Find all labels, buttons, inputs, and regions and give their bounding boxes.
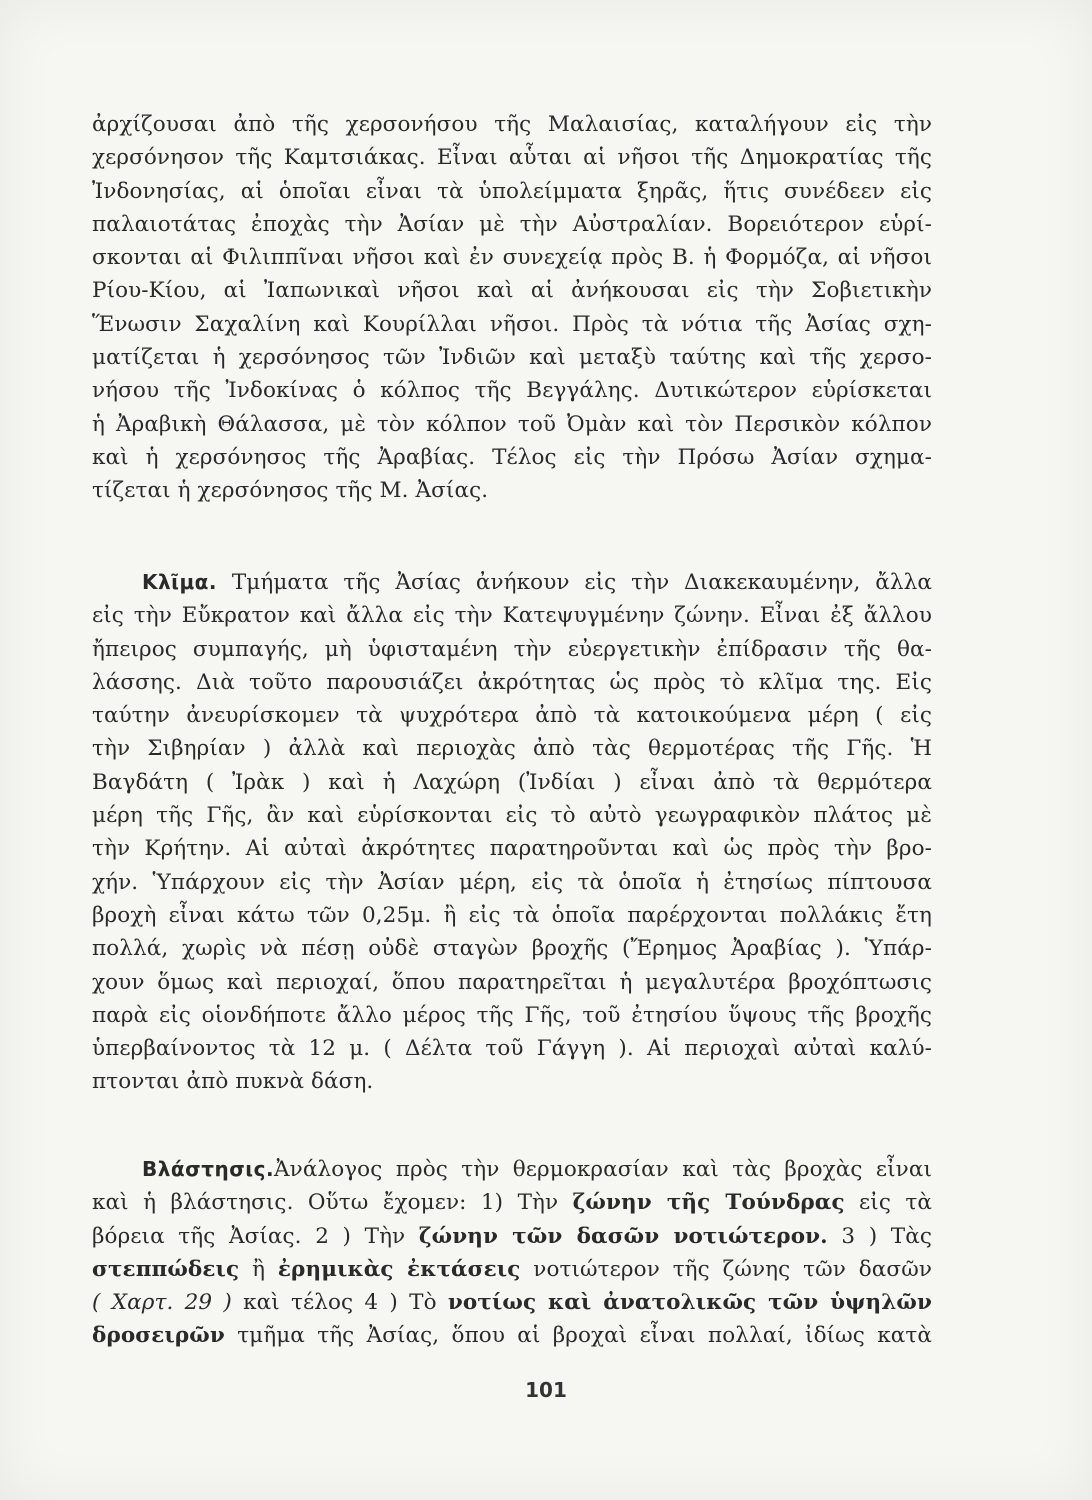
text-line [92, 1319, 932, 1352]
paragraph-climate [92, 566, 932, 1099]
text-line: Ἰνδονησίας, αἱ ὁποῖαι εἶναι τὰ ὑπολείμματα ξηρᾶς, ἥτις συνέδεεν εἰς [92, 178, 932, 204]
page-number: 101 [525, 1378, 567, 1402]
text-line: παλαιοτάτας ἐποχὰς τὴν Ἀσίαν μὲ τὴν Αὐστραλίαν. Βορειότερον εὑρί- [92, 211, 932, 237]
text-line: χερσόνησον τῆς Καμτσιάκας. Εἶναι αὗται αἱ νῆσοι τῆς Δημοκρατίας τῆς [92, 145, 932, 171]
text-line: πτονται ἀπὸ πυκνὰ δάση. [92, 1069, 374, 1095]
section-heading-climate: Κλῖμα. [142, 570, 218, 594]
bold-term: νοτίως καὶ ἀνατολικῶς τῶν ὑψηλῶν [447, 1290, 932, 1316]
text-run: τμῆμα τῆς Ἀσίας, ὅπου αἱ βροχαὶ εἶναι πολλαί, ἰδίως κατὰ [224, 1323, 932, 1349]
text-line: σκονται αἱ Φιλιππῖναι νῆσοι καὶ ἐν συνεχείᾳ πρὸς Β. ἡ Φορμόζα, αἱ νῆσοι [92, 245, 932, 271]
text-line: ἤπειρος συμπαγής, μὴ ὑφισταμένη τὴν εὐεργετικὴν ἐπίδρασιν τῆς θα- [92, 636, 932, 662]
text-line [92, 566, 932, 599]
bold-term: στεππώδεις [92, 1256, 240, 1282]
text-line [92, 1186, 932, 1219]
map-reference: ( Χαρτ. 29 ) [92, 1290, 232, 1316]
text-line: τὴν Σιβηρίαν ) ἀλλὰ καὶ περιοχὰς ἀπὸ τὰς θερμοτέρας τῆς Γῆς. Ἡ [92, 736, 932, 762]
text-line: μέρη τῆς Γῆς, ἂν καὶ εὑρίσκονται εἰς τὸ αὐτὸ γεωγραφικὸν πλάτος μὲ [92, 803, 932, 829]
paragraph-islands-and-peninsulas [92, 108, 932, 508]
text-line: λάσσης. Διὰ τοῦτο παρουσιάζει ἀκρότητας ὡς πρὸς τὸ κλῖμα της. Εἰς [92, 669, 932, 695]
text-line: βροχὴ εἶναι κάτω τῶν 0,25μ. ἢ εἰς τὰ ὁποῖα παρέρχονται πολλάκις ἔτη [92, 902, 932, 928]
text-line: εἰς τὴν Εὔκρατον καὶ ἄλλα εἰς τὴν Κατεψυγμένην ζώνην. Εἶναι ἐξ ἄλλου [92, 603, 932, 629]
text-line: ὑπερβαίνοντος τὰ 12 μ. ( Δέλτα τοῦ Γάγγη ). Αἱ περιοχαὶ αὐταὶ καλύ- [92, 1036, 932, 1062]
text-line: χήν. Ὑπάρχουν εἰς τὴν Ἀσίαν μέρη, εἰς τὰ ὁποῖα ἡ ἐτησίως πίπτουσα [92, 869, 932, 895]
text-run: νοτιώτερον τῆς ζώνης τῶν δασῶν [520, 1256, 932, 1282]
text-run: βόρεια τῆς Ἀσίας. 2 ) Τὴν [92, 1223, 419, 1249]
bold-term: ἐρημικὰς ἐκτάσεις [277, 1256, 521, 1282]
text-run: Τμήματα τῆς Ἀσίας ἀνήκουν εἰς τὴν Διακεκαυμένην, ἄλλα [217, 570, 932, 595]
text-line: ματίζεται ἡ χερσόνησος τῶν Ἰνδιῶν καὶ μεταξὺ ταύτης καὶ τῆς χερσο- [92, 345, 932, 371]
text-line: ἀρχίζουσαι ἀπὸ τῆς χερσονήσου τῆς Μαλαισίας, καταλήγουν εἰς τὴν [92, 112, 932, 137]
text-line: Ἕνωσιν Σαχαλίνη καὶ Κουρίλλαι νῆσοι. Πρὸς τὰ νότια τῆς Ἀσίας σχη- [92, 311, 932, 337]
text-run: εἰς τὰ [844, 1190, 932, 1216]
bold-term: ζώνην τῶν δασῶν νοτιώτερον. [418, 1223, 828, 1249]
text-line: ταύτην ἀνευρίσκομεν τὰ ψυχρότερα ἀπὸ τὰ κατοικούμενα μέρη ( εἰς [92, 703, 932, 729]
text-line: πολλά, χωρὶς νὰ πέσῃ οὐδὲ σταγὼν βροχῆς (Ἔρημος Ἀραβίας ). Ὑπάρ- [92, 936, 932, 962]
text-line: Ρίου-Κίου, αἱ Ἰαπωνικαὶ νῆσοι καὶ αἱ ἀνήκουσαι εἰς τὴν Σοβιετικὴν [92, 278, 932, 304]
text-line: τὴν Κρήτην. Αἱ αὐταὶ ἀκρότητες παρατηροῦνται καὶ ὡς πρὸς τὴν βρο- [92, 836, 932, 862]
text-line: καὶ ἡ χερσόνησος τῆς Ἀραβίας. Τέλος εἰς τὴν Πρόσω Ἀσίαν σχημα- [92, 444, 932, 470]
text-line [92, 1220, 932, 1253]
section-heading-vegetation: Βλάστησις. [142, 1157, 275, 1181]
text-line: τίζεται ἡ χερσόνησος τῆς Μ. Ἀσίας. [92, 478, 489, 504]
bold-term: ζώνην τῆς Τούνδρας [572, 1190, 845, 1216]
text-run: καὶ τέλος 4 ) Τὸ [231, 1290, 448, 1316]
text-run: 3 ) Τὰς [827, 1223, 932, 1249]
text-line [92, 1153, 932, 1186]
text-line: χουν ὅμως καὶ περιοχαί, ὅπου παρατηρεῖται ἡ μεγαλυτέρα βροχόπτωσις [92, 969, 932, 995]
text-line: παρὰ εἰς οἱονδήποτε ἄλλο μέρος τῆς Γῆς, τοῦ ἐτησίου ὕψους τῆς βροχῆς [92, 1002, 932, 1028]
bold-term: δροσειρῶν [92, 1323, 225, 1349]
text-run: καὶ ἡ βλάστησις. Οὕτω ἔχομεν: 1) Τὴν [92, 1190, 573, 1216]
text-line [92, 1253, 932, 1286]
text-line: ἡ Ἀραβικὴ Θάλασσα, μὲ τὸν κόλπον τοῦ Ὀμὰν καὶ τὸν Περσικὸν κόλπον [92, 411, 932, 437]
text-run: Ἀνάλογος πρὸς τὴν θερμοκρασίαν καὶ τὰς βροχὰς εἶναι [274, 1157, 932, 1182]
paragraph-vegetation [92, 1153, 932, 1353]
text-line [92, 1286, 932, 1319]
text-line: νήσου τῆς Ἰνδοκίνας ὁ κόλπος τῆς Βεγγάλης. Δυτικώτερον εὑρίσκεται [92, 378, 932, 404]
text-line: Βαγδάτη ( Ἰρὰκ ) καὶ ἡ Λαχώρη (Ἰνδίαι ) εἶναι ἀπὸ τὰ θερμότερα [92, 769, 932, 795]
text-run: ἢ [239, 1256, 278, 1282]
